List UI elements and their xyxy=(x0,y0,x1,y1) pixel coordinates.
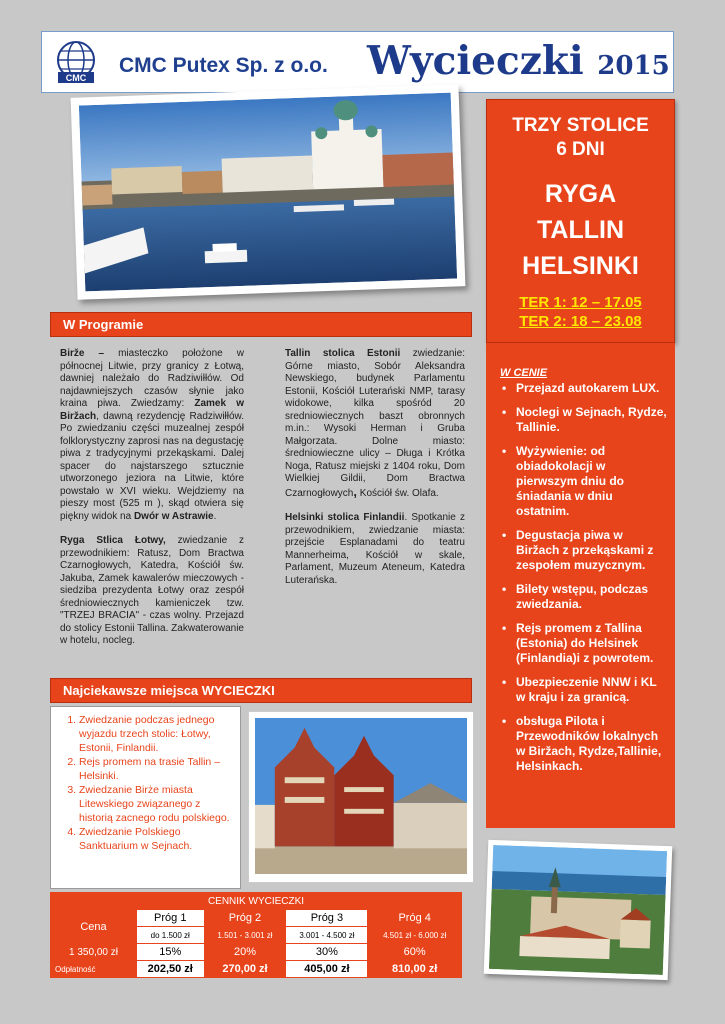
tier-payment: 202,50 zł xyxy=(137,961,205,978)
headline-line: TRZY STOLICE xyxy=(512,115,649,136)
logo-text: CMC xyxy=(65,73,87,83)
birze-heading: Birže – xyxy=(60,348,105,359)
tier-percent: 20% xyxy=(204,944,286,961)
highlights-section-title: Najciekawsze miejsca WYCIECZKI xyxy=(50,678,472,703)
tier-payment: 810,00 zł xyxy=(368,961,462,978)
birze-text: . xyxy=(213,510,217,522)
list-item: 4. Zwiedzanie Polskiego Sanktuarium w Sejnach. xyxy=(79,825,232,853)
tier-percent: 15% xyxy=(137,944,205,961)
tier-name: Próg 3 xyxy=(286,910,368,927)
tier-percent: 30% xyxy=(286,944,368,961)
tallin-heading: Tallin stolica Estonii xyxy=(285,348,401,359)
list-item: • Ubezpieczenie NNW i KL w kraju i za granicą. xyxy=(502,675,669,705)
city-name: RYGA xyxy=(544,180,617,208)
payment-label: Odpłatność xyxy=(51,961,137,978)
highlights-box xyxy=(50,706,241,889)
list-item: 2. Rejs promem na trasie Tallin – Helsinki. xyxy=(79,755,232,783)
highlights-list xyxy=(79,713,232,853)
birze-text: , dawną rezydencję Radziwiłłów. Po zwiedzaniu części muzealnej zespół folklorystyczny zaprosi nas na degustację piwa z tradycyjnymi przekąskami. Dalej spacer do najstarszego sztucznie utworzonego jeziora na Litwie, które powstało w XVI wieku. Wejdziemy na pieszy most (525 m ), skąd otwiera się piękny widok na xyxy=(60,410,244,522)
list-item: • Rejs promem z Tallina (Estonia) do Helsinek (Finlandia)i z powrotem. xyxy=(502,621,669,666)
title-year: 2015 xyxy=(597,51,670,81)
helsinki-text: . Spotkanie z przewodnikiem, zwiedzanie miasta: przejście Esplanadami do teatru Mannerheima, Kościół w skale, Parlament, Muzeum Ateneum, Katedra Luterańska. xyxy=(285,512,465,586)
base-price: 1 350,00 zł xyxy=(51,944,137,961)
ryga-text: zwiedzanie z przewodnikiem: Ratusz, Dom Bractwa Czarnogłowych, Katedra, Kościół św. Jakuba, Zamek kawalerów mieczowych - siedziba prezydenta Łotwy oraz zespół średniowiecznych kamieniczek tzw. "TRZEJ BRACIA" - czas wolny. Przejazd do stolicy Estonii Tallina. Zakwaterowanie w hotelu, nocleg. xyxy=(60,535,244,646)
program-column-right xyxy=(285,348,465,599)
helsinki-heading: Helsinki stolica Finlandii xyxy=(285,512,405,523)
tier-payment: 405,00 zł xyxy=(286,961,368,978)
tier-name: Próg 4 xyxy=(368,910,462,927)
tier-range: 4.501 zł - 6.000 zł xyxy=(368,927,462,944)
list-item: • obsługa Pilota i Przewodników lokalnych w Biržach, Rydze,Tallinie, Helsinkach. xyxy=(502,714,669,774)
tier-percent: 60% xyxy=(368,944,462,961)
helsinki-photo xyxy=(71,84,466,299)
header-bar xyxy=(41,31,674,93)
city-list xyxy=(487,176,674,284)
program-section-title: W Programie xyxy=(50,312,472,337)
tier-name: Próg 2 xyxy=(204,910,286,927)
trip-dates xyxy=(486,293,675,331)
title-word: Wycieczki xyxy=(367,38,584,84)
tier-range: 3.001 - 4.500 zł xyxy=(286,927,368,944)
program-column-left xyxy=(60,348,244,660)
tallin-text: zwiedzanie: Górne miasto, Sobór Aleksandra Newskiego, budynek Parlamentu Estonii, Kościół Luterański NMP, tarasy widokowe, kilka spośród 20 sredniowiecznych baszt obronnych m.in.: Wysoki Herman i Gruba Małgorzata. Dolne miasto: średniowieczne ulicy – Długa i Krótka Noga, Ratusz miejski z 1404 roku, Dom Wielkiej Gildii, Dom Bractwa Czarnogłowych xyxy=(285,348,465,499)
trip-headline xyxy=(487,114,674,162)
riga-photo xyxy=(248,711,474,883)
price-table xyxy=(50,892,462,978)
price-label: Cena xyxy=(51,910,137,944)
tier-range: do 1.500 zł xyxy=(137,927,205,944)
birze-text: miasteczko położone w północnej Litwie, przy granicy z Łotwą, dawniej należało do Radziwiłłów. Od najdawniejszych czasów słynie jako kraina piwa. Zwiedzamy: xyxy=(60,348,244,409)
list-item: • Przejazd autokarem LUX. xyxy=(502,381,669,396)
term-date: TER 2: 18 – 23.08 xyxy=(519,313,642,330)
term-date: TER 1: 12 – 17.05 xyxy=(519,294,642,311)
birze-court: Dwór w Astrawie xyxy=(133,510,214,522)
birze-castle: Zamek w Biržach xyxy=(60,398,244,422)
list-item: 3. Zwiedzanie Birże miasta Litewskiego związanego z historią zacnego rodu polskiego. xyxy=(79,783,232,825)
city-name: TALLIN xyxy=(536,216,624,244)
price-table-caption: CENNIK WYCIECZKI xyxy=(51,893,462,910)
list-item: • Bilety wstępu, podczas zwiedzania. xyxy=(502,582,669,612)
list-item: • Degustacja piwa w Biržach z przekąskami z zespołem muzycznym. xyxy=(502,528,669,573)
tier-range: 1.501 - 3.001 zł xyxy=(204,927,286,944)
list-item: 1. Zwiedzanie podczas jednego wyjazdu trzech stolic: Łotwy, Estonii, Finlandii. xyxy=(79,713,232,755)
list-item: • Wyżywienie: od obiadokolacji w pierwszym dniu do śniadania w dniu ostatnim. xyxy=(502,444,669,519)
list-item: • Noclegi w Sejnach, Rydze, Tallinie. xyxy=(502,405,669,435)
tallinn-photo xyxy=(484,840,673,980)
tier-payment: 270,00 zł xyxy=(204,961,286,978)
price-includes-list xyxy=(502,381,669,774)
ryga-heading: Ryga Stlica Łotwy, xyxy=(60,535,166,546)
company-name: CMC Putex Sp. z o.o. xyxy=(119,54,328,77)
tallin-text: Kościół św. Olafa. xyxy=(357,487,439,499)
headline-line: 6 DNI xyxy=(556,139,605,160)
price-includes-label: W CENIE xyxy=(500,367,548,379)
tallin-comma: , xyxy=(353,483,357,499)
tier-name: Próg 1 xyxy=(137,910,205,927)
page-title xyxy=(367,38,670,84)
price-includes-panel xyxy=(486,343,675,828)
city-name: HELSINKI xyxy=(522,252,639,280)
globe-logo-icon xyxy=(52,38,100,86)
